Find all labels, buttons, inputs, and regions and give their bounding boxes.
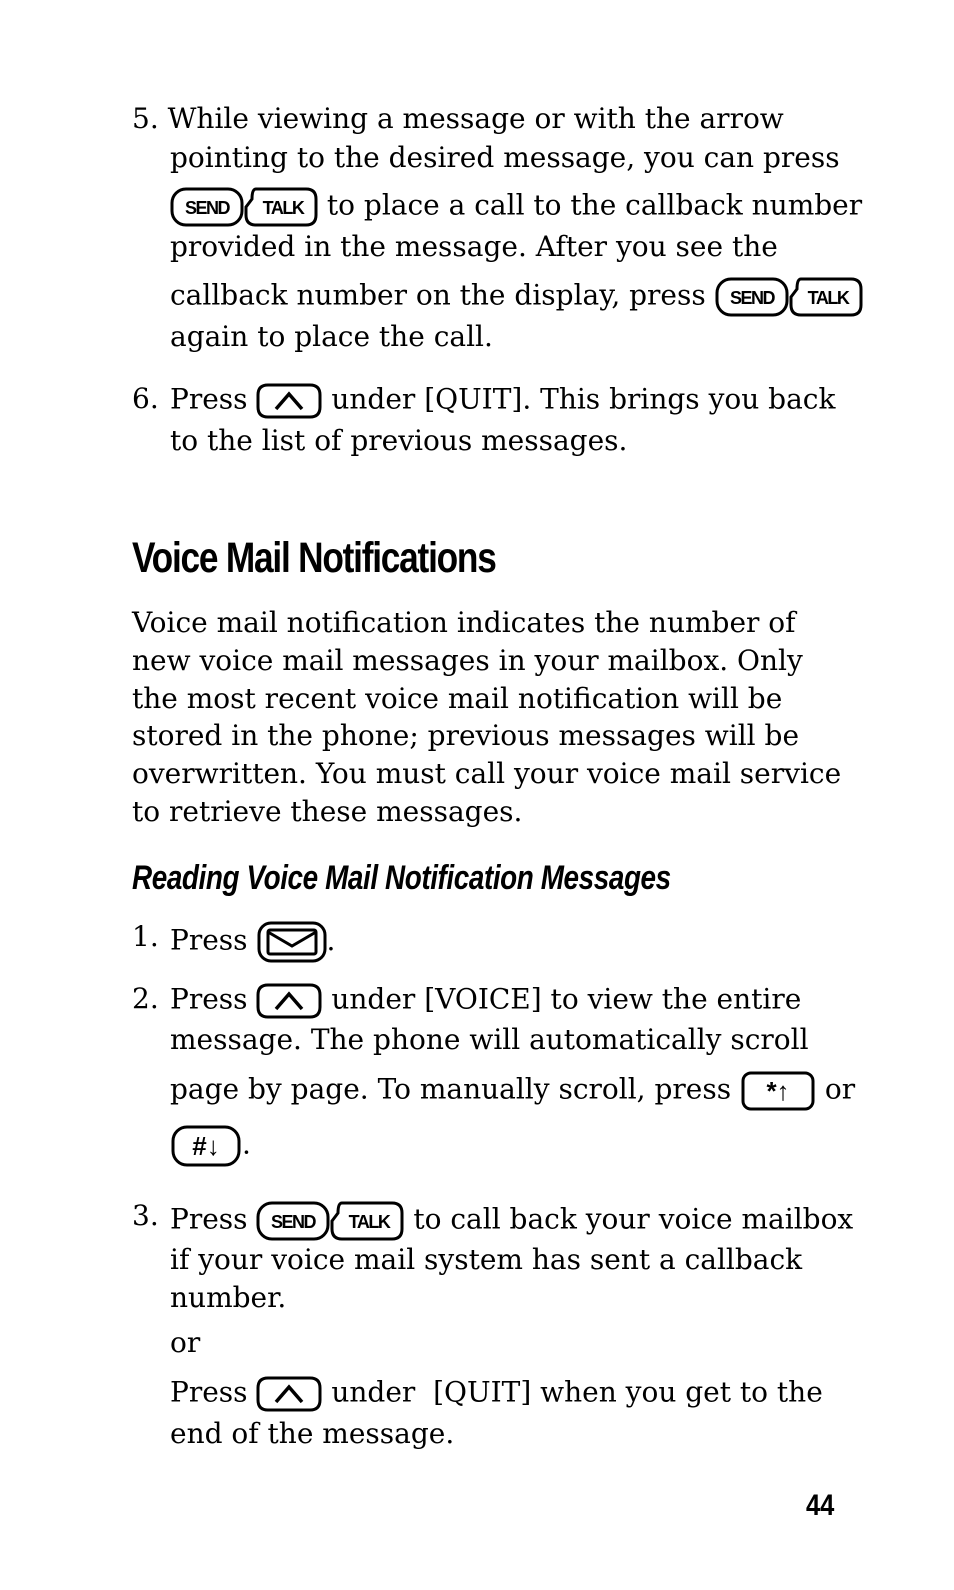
step-5-line-2: pointing to the desired message, you can press <box>170 141 840 174</box>
step-6-line-1: Press under [QUIT]. This brings you back <box>170 382 835 420</box>
svg-text:#↓: #↓ <box>192 1131 220 1161</box>
intro-paragraph: Voice mail notification indicates the number of new voice mail messages in your mailbox. Only the most recent voice mail notification will be stored in the phone; previous messages will be overwritten. You must call your voice mail service to retrieve these messages. <box>132 606 842 828</box>
read-step-2-line-1: Press under [VOICE] to view the entire <box>170 982 801 1020</box>
svg-text:SEND: SEND <box>729 288 774 308</box>
left-softkey-icon <box>256 382 322 420</box>
read-step-1-number: 1. <box>132 920 159 953</box>
star-up-key-icon <box>740 1070 816 1112</box>
send-key-icon <box>715 275 789 319</box>
envelope-key-icon <box>256 920 330 964</box>
svg-text:TALK: TALK <box>262 198 304 218</box>
talk-key-icon <box>330 1199 404 1243</box>
step-5-line-6: again to place the call. <box>170 320 493 353</box>
hash-down-key-icon <box>170 1124 242 1168</box>
read-step-3-line-2: if your voice mail system has sent a callback <box>170 1243 803 1276</box>
read-step-3-line-6: end of the message. <box>170 1417 455 1450</box>
send-talk-keys <box>170 185 318 229</box>
step-5-line-1: 5. While viewing a message or with the arrow <box>132 102 784 135</box>
read-step-2-line-3: page by page. To manually scroll, press *↑ or <box>170 1070 855 1112</box>
section-title: Voice Mail Notifications <box>132 534 496 582</box>
send-key-icon <box>256 1199 330 1243</box>
read-step-2-number: 2. <box>132 982 159 1015</box>
send-talk-keys <box>256 1199 404 1243</box>
read-step-3-line-3: number. <box>170 1281 287 1314</box>
svg-text:TALK: TALK <box>349 1212 390 1232</box>
read-step-2-line-4: #↓ . <box>170 1124 251 1168</box>
page-number: 44 <box>806 1489 835 1522</box>
step-5-line-4: provided in the message. After you see the <box>170 230 778 263</box>
left-softkey-icon <box>256 982 322 1020</box>
talk-key-icon <box>244 185 318 229</box>
read-step-3-number: 3. <box>132 1199 159 1232</box>
read-step-3-line-5: Press under [QUIT] when you get to the <box>170 1375 823 1413</box>
subsection-title: Reading Voice Mail Notification Messages <box>132 859 671 897</box>
read-step-1-line: Press . <box>170 920 335 964</box>
talk-key-icon <box>789 275 863 319</box>
step-5-line-5: callback number on the display, press SEND TALK <box>170 275 863 319</box>
left-softkey-icon <box>256 1375 322 1413</box>
svg-text:SEND: SEND <box>184 198 230 218</box>
svg-text:TALK: TALK <box>807 288 848 308</box>
svg-text:*↑: *↑ <box>766 1076 790 1106</box>
step-6-number: 6. <box>132 382 159 415</box>
svg-text:SEND: SEND <box>271 1212 316 1232</box>
send-talk-keys <box>715 275 863 319</box>
step-6-line-2: to the list of previous messages. <box>170 424 628 457</box>
read-step-2-line-2: message. The phone will automatically scroll <box>170 1023 809 1056</box>
read-step-3-or: or <box>170 1326 201 1359</box>
send-key-icon <box>170 185 244 229</box>
step-5-line-3: SEND TALK to place a call to the callback number <box>170 185 862 229</box>
read-step-3-line-1: Press SEND TALK to call back your voice mailbox <box>170 1199 853 1243</box>
